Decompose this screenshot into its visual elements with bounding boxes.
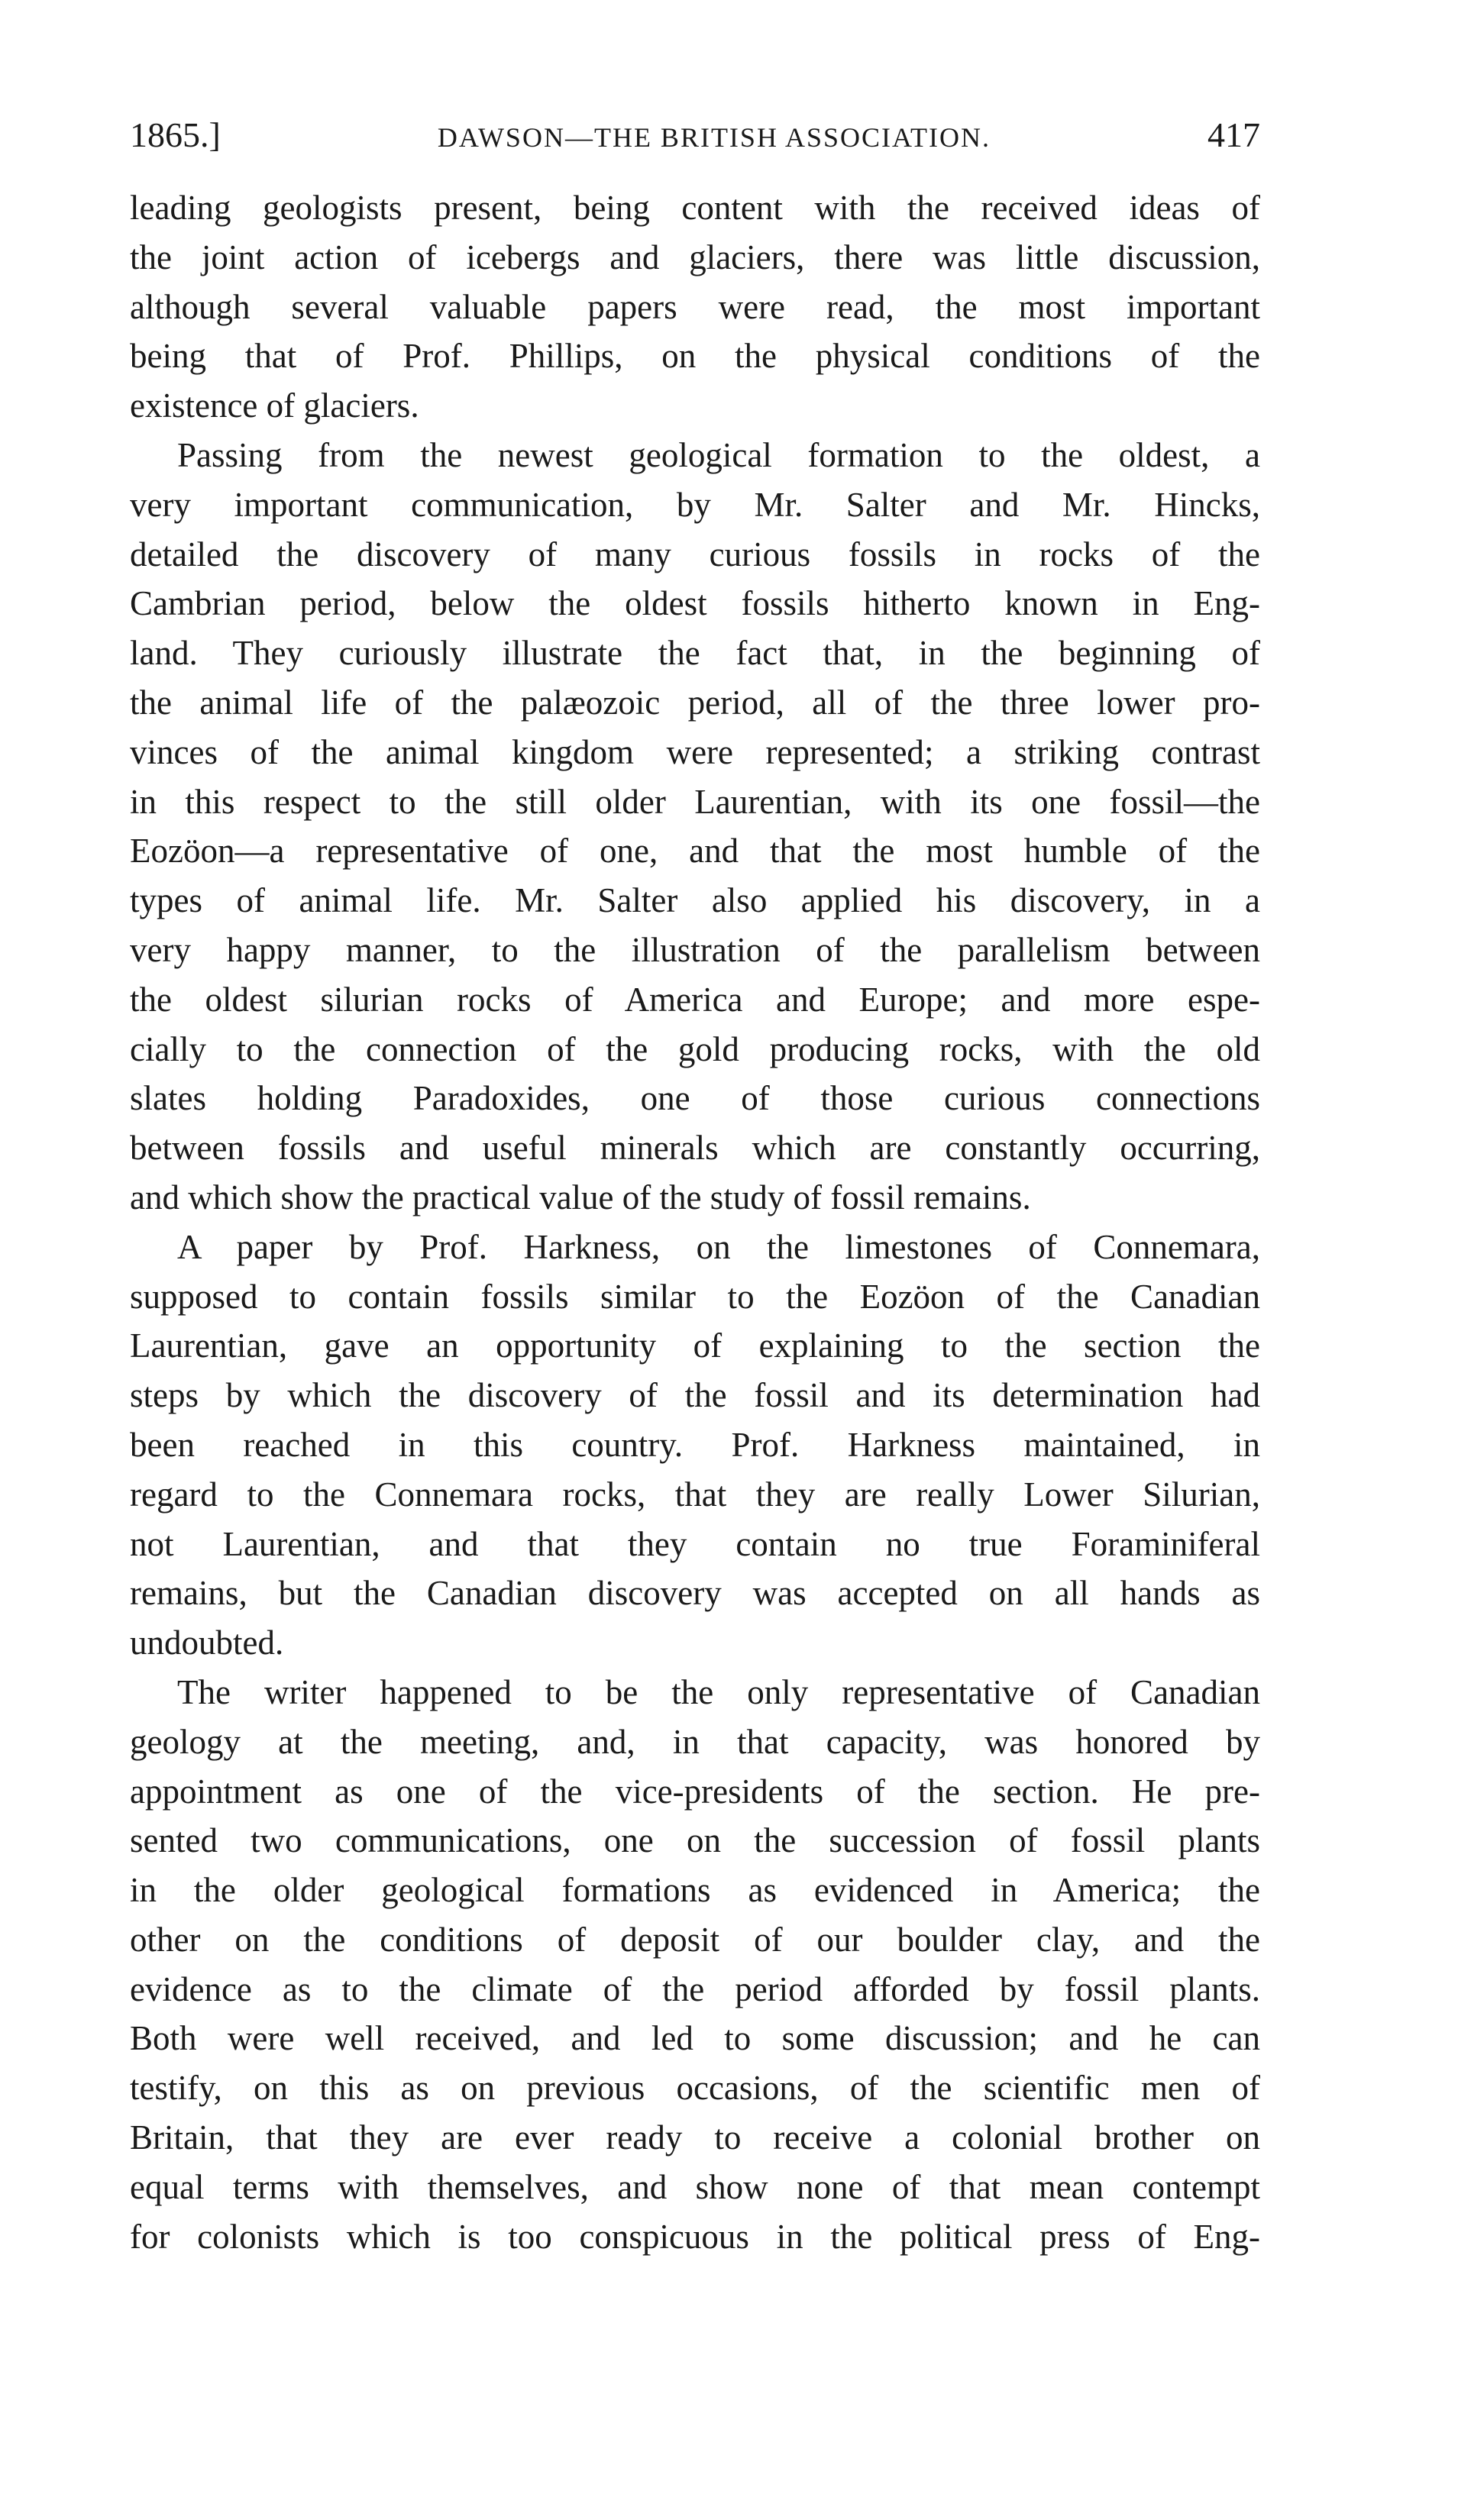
page-number: 417	[1207, 115, 1260, 154]
text-line: Eozöon—a representative of one, and that the most humble of the	[130, 832, 1260, 871]
paragraph-1	[130, 183, 1260, 431]
paragraph-4	[130, 1668, 1260, 2262]
text-line: remains, but the Canadian discovery was accepted on all hands as	[130, 1574, 1260, 1613]
text-line: The writer happened to be the only representative of Canadian	[177, 1672, 1260, 1711]
text-line: geology at the meeting, and, in that capacity, was honored by	[130, 1722, 1260, 1761]
text-line: other on the conditions of deposit of our boulder clay, and the	[130, 1920, 1260, 1959]
text-line: the joint action of icebergs and glaciers, there was little discussion,	[130, 237, 1260, 276]
text-line: Laurentian, gave an opportunity of explaining to the section the	[130, 1326, 1260, 1365]
text-line: evidence as to the climate of the period afforded by fossil plants.	[130, 1969, 1260, 2008]
text-line: A paper by Prof. Harkness, on the limestones of Connemara,	[177, 1227, 1260, 1266]
text-line: and which show the practical value of the study of fossil remains.	[130, 1178, 1031, 1216]
text-line: cially to the connection of the gold producing rocks, with the old	[130, 1029, 1260, 1068]
paragraph-2	[130, 431, 1260, 1223]
text-line: been reached in this country. Prof. Harkness maintained, in	[130, 1425, 1260, 1464]
text-line: for colonists which is too conspicuous in the political press of Eng-	[130, 2217, 1260, 2256]
text-line: although several valuable papers were read, the most important	[130, 287, 1260, 326]
text-line: not Laurentian, and that they contain no true Foraminiferal	[130, 1524, 1260, 1563]
text-line: Britain, that they are ever ready to receive a colonial brother on	[130, 2118, 1260, 2157]
text-line: in the older geological formations as evidenced in America; the	[130, 1871, 1260, 1910]
text-line: between fossils and useful minerals which are constantly occurring,	[130, 1129, 1260, 1168]
text-line: the animal life of the palæozoic period, all of the three lower pro-	[130, 683, 1260, 722]
text-line: in this respect to the still older Laurentian, with its one fossil—the	[130, 782, 1260, 821]
text-line: detailed the discovery of many curious fossils in rocks of the	[130, 535, 1260, 573]
text-line: Both were well received, and led to some discussion; and he can	[130, 2019, 1260, 2058]
running-head-title: DAWSON—THE BRITISH ASSOCIATION.	[437, 122, 991, 153]
text-line: sented two communications, one on the succession of fossil plants	[130, 1821, 1260, 1860]
text-line: steps by which the discovery of the fossil and its determination had	[130, 1376, 1260, 1415]
running-head-year: 1865.]	[130, 115, 221, 154]
text-line: appointment as one of the vice-presidents of the section. He pre-	[130, 1772, 1260, 1811]
text-line: Cambrian period, below the oldest fossils hitherto known in Eng-	[130, 584, 1260, 623]
book-page	[130, 115, 1260, 2261]
text-line: very happy manner, to the illustration of the parallelism between	[130, 930, 1260, 969]
text-line: testify, on this as on previous occasions, of the scientific men of	[130, 2069, 1260, 2108]
text-line: types of animal life. Mr. Salter also applied his discovery, in a	[130, 881, 1260, 920]
text-line: vinces of the animal kingdom were represented; a striking contrast	[130, 732, 1260, 771]
text-line: very important communication, by Mr. Salter and Mr. Hincks,	[130, 485, 1260, 524]
text-line: supposed to contain fossils similar to the Eozöon of the Canadian	[130, 1277, 1260, 1316]
text-line: slates holding Paradoxides, one of those curious connections	[130, 1079, 1260, 1118]
text-line: being that of Prof. Phillips, on the physical conditions of the	[130, 337, 1260, 376]
text-line: regard to the Connemara rocks, that they are really Lower Silurian,	[130, 1475, 1260, 1514]
text-line: land. They curiously illustrate the fact that, in the beginning of	[130, 634, 1260, 673]
text-line: the oldest silurian rocks of America and Europe; and more espe-	[130, 980, 1260, 1019]
text-line: existence of glaciers.	[130, 386, 419, 425]
paragraph-3	[130, 1223, 1260, 1668]
running-head	[130, 115, 1260, 168]
text-line: Passing from the newest geological formation to the oldest, a	[177, 435, 1260, 474]
text-line: undoubted.	[130, 1623, 284, 1662]
text-line: leading geologists present, being content with the received ideas of	[130, 189, 1260, 227]
text-line: equal terms with themselves, and show none of that mean contempt	[130, 2167, 1260, 2206]
